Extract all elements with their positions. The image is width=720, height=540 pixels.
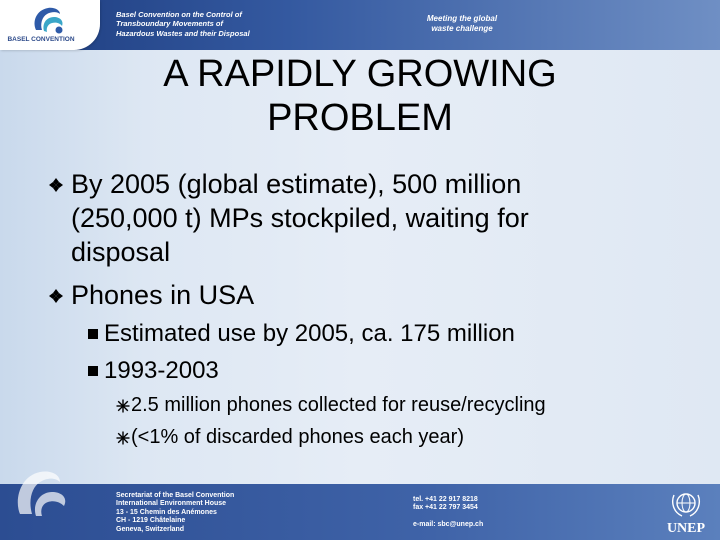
slide-title-line: A RAPIDLY GROWING [163,53,557,95]
square-bullet-icon [88,366,98,376]
bullet-text: (250,000 t) MPs stockpiled, waiting for [71,203,529,233]
header-slogan-line: waste challenge [431,24,493,33]
footer-contact-line: fax +41 22 797 3454 [413,504,478,512]
header-org-line: Hazardous Wastes and their Disposal [116,28,250,38]
unep-label: UNEP [666,521,706,536]
diamond-bullet-icon [48,177,64,193]
footer-address-line: International Environment House [116,500,227,508]
footer-contact [413,496,523,529]
header-org-line: Transboundary Movements of [116,19,223,29]
logo-caption: BASEL CONVENTION [7,36,75,43]
header-org-line: Basel Convention on the Control of [116,10,242,19]
header-slogan-line: Meeting the global [426,14,498,23]
sub-bullet-text: 1993-2003 [104,357,219,384]
sub-bullet-text: Estimated use by 2005, ca. 175 million [104,320,515,347]
sub-sub-bullet-text: (<1% of discarded phones each year) [131,426,464,448]
footer-contact-line [413,513,523,521]
slide-title-line: PROBLEM [267,97,453,139]
unep-logo [658,488,714,540]
bullet-text: By 2005 (global estimate), 500 million [71,169,522,199]
footer-address-line: 13 - 15 Chemin des Anémones [116,508,217,516]
footer-address-line: Secretariat of the Basel Convention [116,492,235,499]
footer-bar [0,484,720,540]
bullet-text: Phones in USA [71,280,255,310]
sub-sub-bullet-text: 2.5 million phones collected for reuse/recycling [131,394,546,416]
footer-contact-line: e-mail: sbc@unep.ch [413,520,484,528]
square-bullet-icon [88,329,98,339]
basel-watermark-icon [12,462,72,518]
snowflake-bullet-icon [116,399,130,413]
footer-address [116,492,266,534]
diamond-bullet-icon [48,288,64,304]
footer-contact-line: tel. +41 22 917 8218 [413,496,478,503]
globe-laurel-icon [668,488,704,522]
snowflake-bullet-icon [116,431,130,445]
footer-address-line: CH - 1219 Châtelaine [116,517,186,525]
bullet-text: disposal [71,237,171,267]
footer-address-line: Geneva, Switzerland [116,525,185,533]
